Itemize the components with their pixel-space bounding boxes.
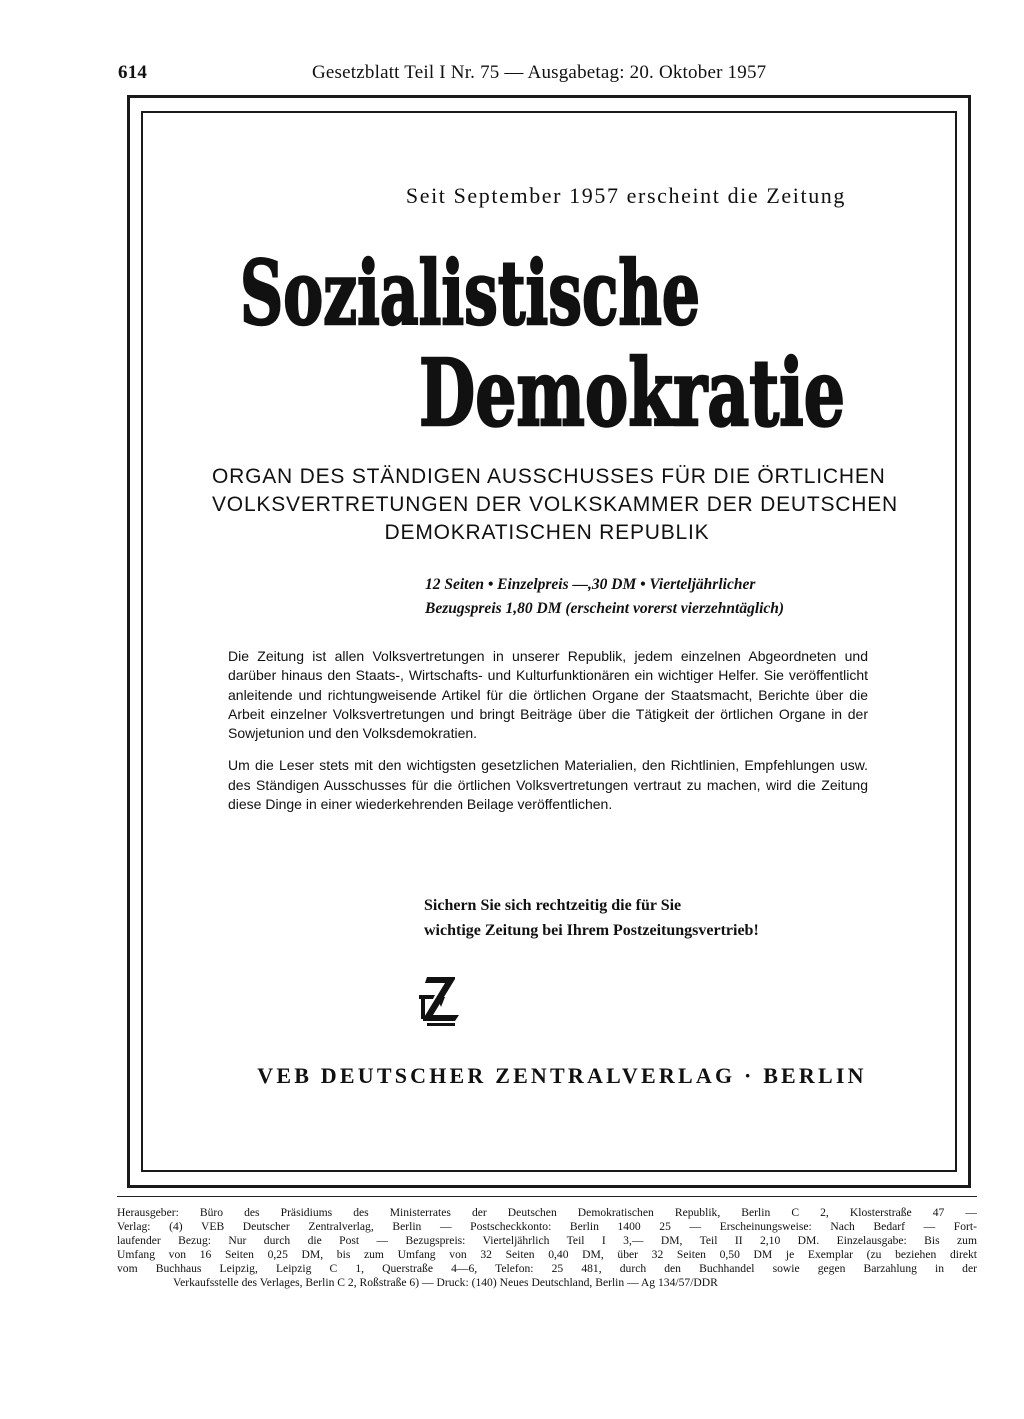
- imprint-line: Umfang von 16 Seiten 0,25 DM, bis zum Umfang von 32 Seiten 0,40 DM, über 32 Seiten 0,50 DM je Exemplar (zu beziehen direkt: [117, 1248, 977, 1261]
- organ-statement: [212, 463, 898, 547]
- organ-line: ORGAN DES STÄNDIGEN AUSSCHUSSES FÜR DIE ÖRTLICHEN: [212, 465, 886, 488]
- running-title: Gesetzblatt Teil I Nr. 75 — Ausgabetag: 20. Oktober 1957: [312, 62, 767, 83]
- body-paragraph-1: Die Zeitung ist allen Volksvertretungen in unserer Republik, jedem einzelnen Abgeordneten und darüber hinaus den Staats-, Wirtschafts- und Kulturfunktionären ein wichtiger Helfer. Sie veröffentlicht anleitende und richtungweisende Artikel für die örtlichen Organe der Staatsmacht, Berichte über die Arbeit einzelner Volksvertretungen und bringt Beiträge über die Tätigkeit der örtlichen Organe in der Sowjetunion und den Volksdemokratien.: [228, 648, 868, 742]
- publisher-logo-icon: [415, 975, 463, 1033]
- cta-line: Sichern Sie sich rechtzeitig die für Sie: [424, 897, 682, 914]
- imprint-line: Verkaufsstelle des Verlages, Berlin C 2, Roßstraße 6) — Druck: (140) Neues Deutschland, Berlin — Ag 134/57/DDR: [173, 1276, 718, 1289]
- publisher-line: VEB DEUTSCHER ZENTRALVERLAG · BERLIN: [257, 1063, 867, 1088]
- imprint-line: vom Buchhaus Leipzig, Leipzig C 1, Querstraße 4—6, Telefon: 25 481, durch den Buchhandel sowie gegen Barzahlung in der: [117, 1262, 977, 1275]
- price-line: 12 Seiten • Einzelpreis —,30 DM • Vierteljährlicher: [425, 576, 756, 593]
- masthead-word-1: Sozialistische: [240, 250, 700, 340]
- imprint: [117, 1206, 977, 1290]
- masthead-line-2: [0, 345, 1024, 445]
- imprint-line: Herausgeber: Büro des Präsidiums des Ministerrates der Deutschen Demokratischen Republik, Berlin C 2, Klosterstraße 47 —: [117, 1206, 977, 1219]
- cta-line: wichtige Zeitung bei Ihrem Postzeitungsvertrieb!: [424, 922, 759, 939]
- price-line: Bezugspreis 1,80 DM (erscheint vorerst vierzehntäglich): [425, 600, 785, 617]
- price-info: [425, 573, 855, 621]
- page-number: 614: [118, 62, 148, 83]
- ad-intro: Seit September 1957 erscheint die Zeitung: [405, 183, 846, 208]
- organ-line: DEMOKRATISCHEN REPUBLIK: [384, 521, 710, 544]
- footer-divider: [117, 1196, 977, 1197]
- page-header: [118, 62, 780, 88]
- call-to-action: [424, 893, 844, 943]
- body-paragraph-2: Um die Leser stets mit den wichtigsten gesetzlichen Materialien, den Richtlinien, Empfehlungen usw. des Ständigen Ausschusses für die örtlichen Volksvertretungen vertraut zu machen, wird die Zeitung diese Dinge in einer wiederkehrenden Beilage veröffentlichen.: [228, 757, 868, 813]
- imprint-line: Verlag: (4) VEB Deutscher Zentralverlag, Berlin — Postscheckkonto: Berlin 1400 25 — Erscheinungsweise: Nach Bedarf — Fort-: [117, 1220, 977, 1233]
- organ-line: VOLKSVERTRETUNGEN DER VOLKSKAMMER DER DEUTSCHEN: [212, 493, 898, 516]
- masthead-word-2: Demokratie: [419, 345, 845, 445]
- imprint-line: laufender Bezug: Nur durch die Post — Bezugspreis: Vierteljährlich Teil I 3,— DM, Teil II 2,10 DM. Einzelausgabe: Bis zum: [117, 1234, 977, 1247]
- ad-body: [228, 647, 868, 827]
- masthead-line-1: [0, 250, 1024, 340]
